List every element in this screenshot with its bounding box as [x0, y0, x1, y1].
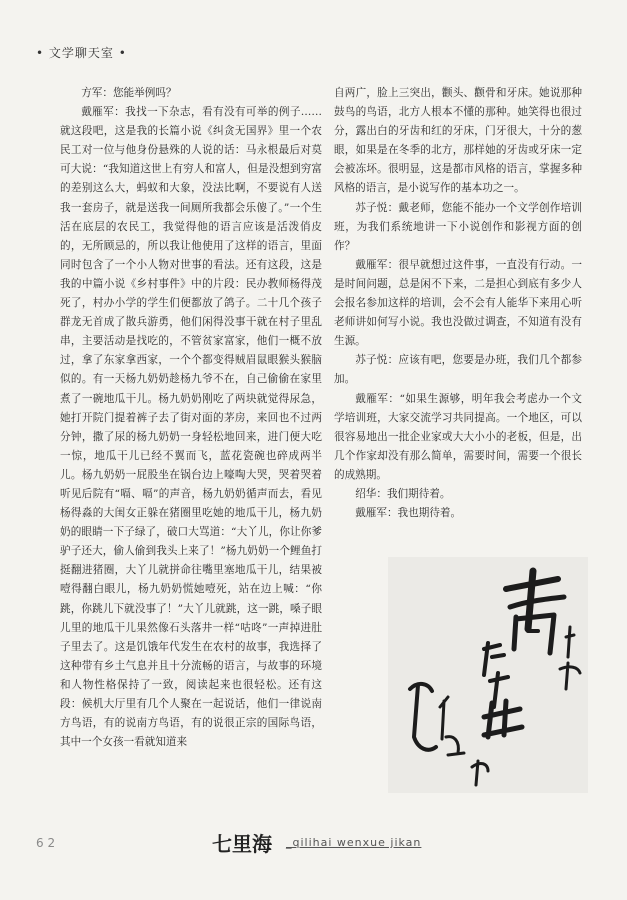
magazine-pinyin: _qilihai wenxue jikan: [286, 836, 422, 849]
page-number: 6 2: [36, 836, 56, 850]
magazine-logo: 七里海: [212, 832, 272, 856]
paragraph: 戴雁军：很早就想过这件事，一直没有行动。一是时间问题，总是闲不下来，二是担心到底有多少人会报名参加这样的培训，会不会有人能华下来用心听老师讲如何写小说。我也没做过调查，不知道有没有生源。: [334, 258, 582, 348]
calligraphy-icon: [388, 557, 588, 793]
paragraph: 苏子悦：应该有吧，您要是办班，我们几个都参加。: [334, 354, 582, 386]
right-column: [334, 84, 582, 523]
calligraphy-artwork: [388, 557, 588, 793]
paragraph: 自两广，脸上三突出，颧头、颧骨和牙床。她说那种鼓鸟的鸟语，北方人根本不懂的那种。她笑得也很过分，露出白的牙齿和红的牙床，门牙很大，十分的葱眼，如果是在冬季的北方，那样她的牙齿或牙床一定会被冻坏。很明显，这是都市风格的语言，掌握多种风格的语言，是小说写作的基本功之一。: [334, 87, 582, 195]
column-title: • 文学聊天室 •: [36, 46, 127, 60]
paragraph: 戴雁军：我找一下杂志，看有没有可举的例子……就这段吧，这是我的长篇小说《纠贪无国界》里一个农民工对一位与他身份悬殊的人说的话：马永根最后对莫可大说：“我知道这世上有穷人和富人，但是没想到穷富的差别这么大，蚂蚁和大象，没法比啊，不要说有人送我一套房子，就是送我一间厕所我都会乐傻了。”一个生活在底层的农民工，我觉得他的语言应该是活泼俏皮的，无所顾忌的，所以我让他使用了这样的语言，里面同时包含了一个小人物对世事的看法。还有这段，这是我的中篇小说《乡村事件》中的片段：民办教师杨得茂死了，村办小学的学生们便都放了鸽子。二十几个孩子群龙无首成了散兵游勇，他们闲得没事干就在村子里乱串，主要活动是找吃的，不管贫家富家，他们一概不放过，拿了东家拿西家，一个个都变得贼眉鼠眼猴头猴脑似的。有一天杨九奶奶趁杨九爷不在，自己偷偷在家里煮了一碗地瓜干儿。杨九奶奶刚吃了两块就觉得尿急，她打开院门提着裤子去了街对面的茅房，来回也不过两分钟，撒了尿的杨九奶奶一身轻松地回来，进门便大吃一惊，地瓜干儿已经不翼而飞，蓝花瓷碗也碎成两半儿。杨九奶奶一屁股坐在锅台边上嚎啕大哭，哭着哭着听见后院有“嗝、嗝”的声音，杨九奶奶循声而去，看见杨得淼的大闺女正躲在猪圈里吃她的地瓜干儿，杨九奶奶的眼睛一下子绿了，破口大骂道：“大丫儿，你让你爹驴子还大，偷人偷到我头上来了！”杨九奶奶一个鲤鱼打挺翻进猪圈，大丫儿就拼命往嘴里塞地瓜干儿，结果被噎得翻白眼儿，杨九奶奶慌她噎死，站在边上喊：“你跳，你跳儿下就没事了！”大丫儿就跳，这一跳，嗓子眼儿里的地瓜干儿果然像石头落井一样“咕咚”一声掉进肚子里去了。这是饥饿年代发生在农村的故事，我选择了这种带有乡土气息并且十分流畅的语言，与故事的环境和人物性格保持了一致，阅读起来也很轻松。还有这段：候机大厅里有几个人聚在一起说话，他们一律说南方鸟语，有的说南方鸟语，有的说很正宗的国际鸟语，其中一个女孩一看就知道来: [60, 106, 322, 749]
page-footer: [36, 828, 596, 858]
paragraph: 方军：您能举例吗？: [81, 87, 177, 99]
paragraph: 戴雁军：“如果生源够，明年我会考虑办一个文学培训班，大家交流学习共同提高。一个地区，可以很容易地出一批企业家或大大小小的老板，但是，出几个作家却没有那么简单，需要时间，需要一个很长的成熟期。: [334, 392, 582, 481]
paragraph: 戴雁军：我也期待着。: [355, 507, 462, 520]
paragraph: 苏子悦：戴老师，您能不能办一个文学创作培训班，为我们系统地讲一下小说创作和影视方面的创作？: [334, 201, 582, 252]
left-column: [60, 84, 322, 752]
paragraph: 绍华：我们期待着。: [355, 487, 451, 500]
